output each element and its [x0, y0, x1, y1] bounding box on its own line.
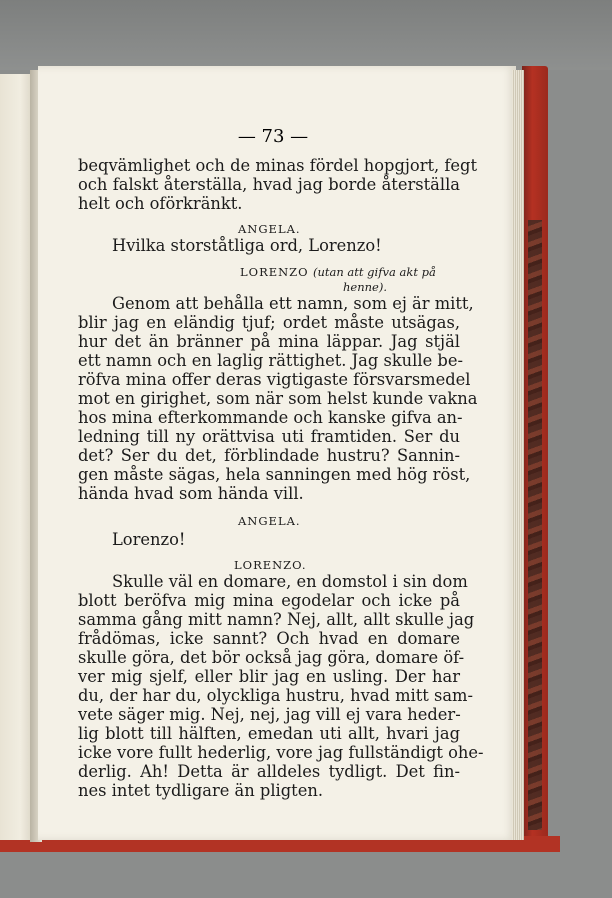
dialogue-line: Lorenzo! [112, 530, 186, 549]
text-line: gen måste sägas, hela sanningen med hög röst, [78, 465, 471, 484]
page-edges [512, 70, 524, 840]
text-line: blir jag en eländig tjuf; ordet måste utsägas, [78, 313, 460, 332]
text-line: icke vore fullt hederlig, vore jag fullständigt ohe- [78, 743, 484, 762]
backdrop [0, 0, 612, 70]
text-line: mot en girighet, som när som helst kunde vakna [78, 389, 478, 408]
text-line: samma gång mitt namn? Nej, allt, allt skulle jag [78, 610, 475, 629]
text-line: du, der har du, olyckliga hustru, hvad mitt sam- [78, 686, 473, 705]
text-line: blott beröfva mig mina egodelar och icke på [78, 591, 460, 610]
left-page-edge [0, 74, 34, 840]
speaker-heading: ANGELA. [238, 514, 301, 528]
text-line: det? Ser du det, förblindade hustru? Sannin- [78, 446, 460, 465]
speaker-heading: LORENZO [240, 265, 309, 279]
text-line: beqvämlighet och de minas fördel hopgjort, fegt [78, 156, 478, 175]
text-line: lig blott till hälften, emedan uti allt, hvari jag [78, 724, 460, 743]
text-line: derlig. Ah! Detta är alldeles tydligt. Det fin- [78, 762, 460, 781]
text-line: Genom att behålla ett namn, som ej är mitt, [112, 294, 474, 313]
text-line: helt och oförkränkt. [78, 194, 243, 213]
speaker-heading: ANGELA. [238, 222, 301, 236]
text-line: ver mig sjelf, eller blir jag en usling. Der har [78, 667, 460, 686]
dialogue-line: Hvilka storståtliga ord, Lorenzo! [112, 236, 382, 255]
text-line: hos mina efterkommande och kanske gifva an- [78, 408, 463, 427]
text-line: frådömas, icke sannt? Och hvad en domare [78, 629, 460, 648]
stage-direction: henne). [343, 280, 387, 294]
text-line: ledning till ny orättvisa uti framtiden. Ser du [78, 427, 460, 446]
text-line: röfva mina offer deras vigtigaste försvarsmedel [78, 370, 471, 389]
text-line: vete säger mig. Nej, nej, jag vill ej vara heder- [78, 705, 461, 724]
text-line: nes intet tydligare än pligten. [78, 781, 324, 800]
text-line: hur det än bränner på mina läppar. Jag stjäl [78, 332, 460, 351]
speaker-heading: LORENZO. [234, 558, 307, 572]
text-line: skulle göra, det bör också jag göra, domare öf- [78, 648, 465, 667]
text-line: Skulle väl en domare, en domstol i sin dom [112, 572, 468, 591]
text-line: ett namn och en laglig rättighet. Jag skulle be- [78, 351, 463, 370]
marbled-endpaper [528, 220, 542, 830]
stage-direction: (utan att gifva akt på [313, 265, 436, 279]
text-line: hända hvad som hända vill. [78, 484, 304, 503]
page-number: — 73 — [237, 126, 309, 147]
text-line: och falskt återställa, hvad jag borde återställa [78, 175, 460, 194]
